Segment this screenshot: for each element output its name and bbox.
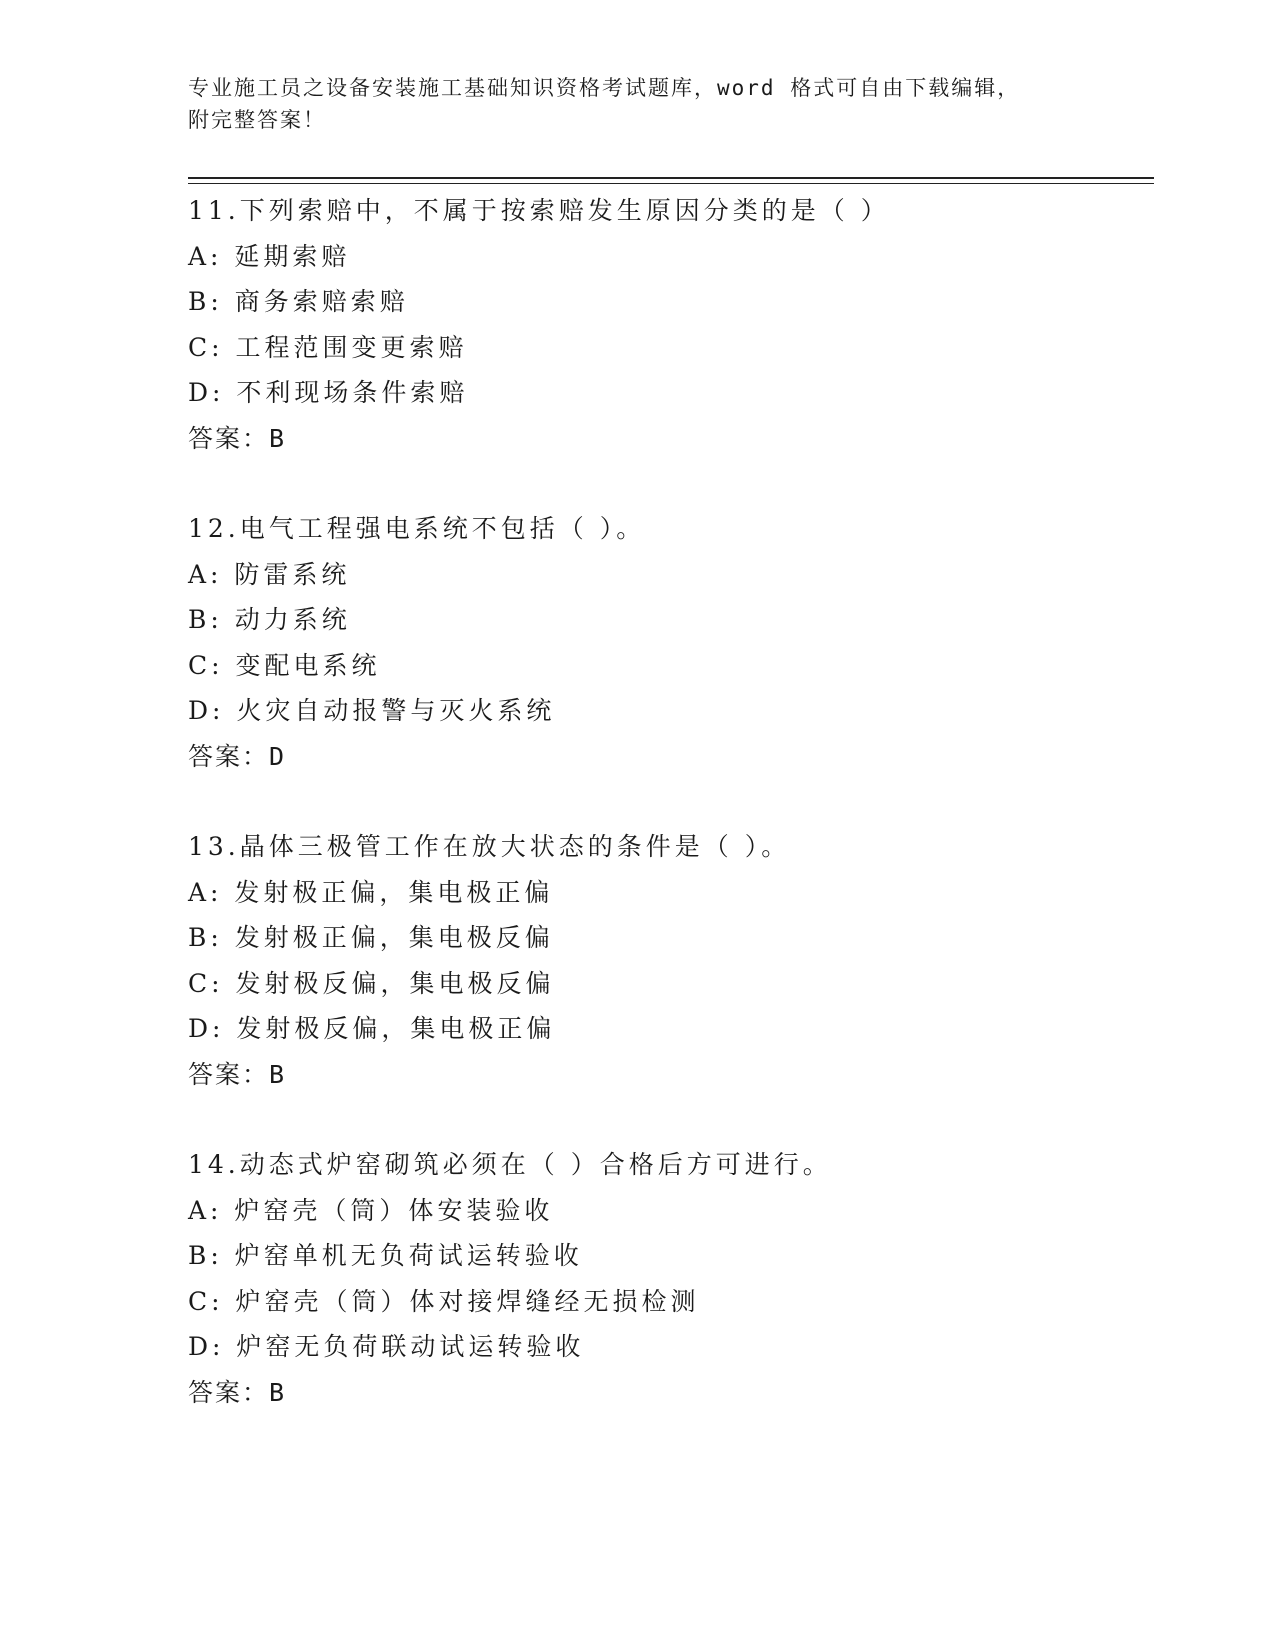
option-c: C: 炉窑壳（筒）体对接焊缝经无损检测 <box>188 1286 700 1316</box>
question-stem: 14.动态式炉窑砌筑必须在（ ）合格后方可进行。 <box>188 1150 832 1179</box>
option-a: A: 延期索赔 <box>188 241 351 271</box>
question-14 <box>188 1142 1154 1415</box>
question-stem: 13.晶体三极管工作在放大状态的条件是（ ）。 <box>188 832 791 861</box>
answer-line: 答案：B <box>188 1059 287 1089</box>
question-13 <box>188 824 1154 1097</box>
answer-line: 答案：B <box>188 1377 287 1407</box>
option-d: D: 火灾自动报警与灭火系统 <box>188 696 556 725</box>
option-a: A: 防雷系统 <box>188 559 351 589</box>
option-a: A: 发射极正偏，集电极正偏 <box>188 877 554 907</box>
question-stem: 12.电气工程强电系统不包括（ ）。 <box>188 514 646 543</box>
option-b: B: 动力系统 <box>188 605 351 634</box>
option-d: D: 炉窑无负荷联动试运转验收 <box>188 1332 585 1361</box>
header-divider-thick <box>188 177 1154 179</box>
question-11 <box>188 188 1154 461</box>
question-list <box>188 188 1154 1460</box>
option-c: C: 工程范围变更索赔 <box>188 332 468 362</box>
header-line-1: 专业施工员之设备安装施工基础知识资格考试题库，word 格式可自由下载编辑， <box>188 76 1021 100</box>
question-stem: 11.下列索赔中，不属于按索赔发生原因分类的是（ ） <box>188 196 890 225</box>
option-d: D: 不利现场条件索赔 <box>188 378 469 407</box>
answer-line: 答案：D <box>188 741 287 771</box>
option-c: C: 发射极反偏，集电极反偏 <box>188 968 555 998</box>
option-a: A: 炉窑壳（筒）体安装验收 <box>188 1195 554 1225</box>
document-header <box>188 72 1088 136</box>
option-b: B: 炉窑单机无负荷试运转验收 <box>188 1241 583 1270</box>
header-divider-thin <box>188 183 1154 184</box>
option-b: B: 商务索赔索赔 <box>188 287 409 316</box>
answer-line: 答案：B <box>188 423 287 453</box>
question-12 <box>188 506 1154 779</box>
option-c: C: 变配电系统 <box>188 650 381 680</box>
option-d: D: 发射极反偏，集电极正偏 <box>188 1014 556 1043</box>
option-b: B: 发射极正偏，集电极反偏 <box>188 923 554 952</box>
header-line-2: 附完整答案！ <box>188 108 326 132</box>
